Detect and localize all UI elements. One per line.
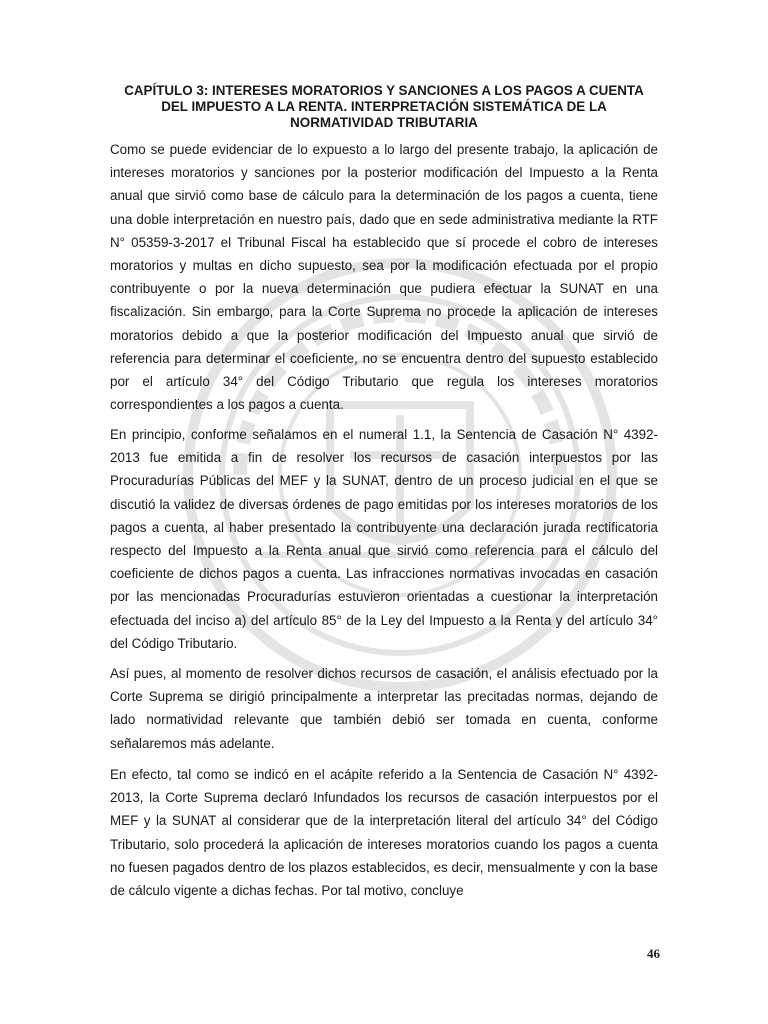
body-paragraph: Como se puede evidenciar de lo expuesto a lo largo del presente trabajo, la aplicación de intereses moratorios y sanciones por la posterior modificación del Impuesto a la Renta anual que sirvió como base de cálculo para la determinación de los pagos a cuenta, tiene una doble interpretación en nuestro país, dado que en sede administrativa mediante la RTF N° 05359-3-2017 el Tribunal Fiscal ha establecido que sí procede el cobro de intereses moratorios y multas en dicho supuesto, sea por la modificación efectuada por el propio contribuyente o por la nueva determinación que pudiera efectuar la SUNAT en una fiscalización. Sin embargo, para la Corte Suprema no procede la aplicación de intereses moratorios debido a que la posterior modificación del Impuesto anual que sirvió de referencia para determinar el coeficiente, no se encuentra dentro del supuesto establecido por el artículo 34° del Código Tributario que regula los intereses moratorios correspondientes a los pagos a cuenta. <box>110 142 658 413</box>
body-paragraph: En efecto, tal como se indicó en el acápite referido a la Sentencia de Casación N° 4392-2013, la Corte Suprema declaró Infundados los recursos de casación interpuestos por el MEF y la SUNAT al considerar que de la interpretación literal del artículo 34° del Código Tributario, solo procederá la aplicación de intereses moratorios cuando los pagos a cuenta no fuesen pagados dentro de los plazos establecidos, es decir, mensualmente y con la base de cálculo vigente a dichas fechas. Por tal motivo, concluye <box>110 767 658 899</box>
page-number: 46 <box>647 946 660 961</box>
body-paragraph: Así pues, al momento de resolver dichos recursos de casación, el análisis efectuado por la Corte Suprema se dirigió principalmente a interpretar las precitadas normas, dejando de lado normatividad relevante que también debió ser tomada en cuenta, conforme señalaremos más adelante. <box>110 666 658 751</box>
chapter-heading: CAPÍTULO 3: INTERESES MORATORIOS Y SANCIONES A LOS PAGOS A CUENTA DEL IMPUESTO A LA RENTA. INTERPRETACIÓN SISTEMÁTICA DE LA NORMATIVIDAD TRIBUTARIA <box>124 83 644 130</box>
body-paragraph: En principio, conforme señalamos en el numeral 1.1, la Sentencia de Casación N° 4392-2013 fue emitida a fin de resolver los recursos de casación interpuestos por las Procuradurías Públicas del MEF y la SUNAT, dentro de un proceso judicial en el que se discutió la validez de diversas órdenes de pago emitidas por los intereses moratorios de los pagos a cuenta, al haber presentado la contribuyente una declaración jurada rectificatoria respecto del Impuesto a la Renta anual que sirvió como referencia para el cálculo del coeficiente de dichos pagos a cuenta. Las infracciones normativas invocadas en casación por las mencionadas Procuradurías estuvieron orientadas a cuestionar la interpretación efectuada del inciso a) del artículo 85° de la Ley del Impuesto a la Renta y del artículo 34° del Código Tributario. <box>110 427 658 651</box>
